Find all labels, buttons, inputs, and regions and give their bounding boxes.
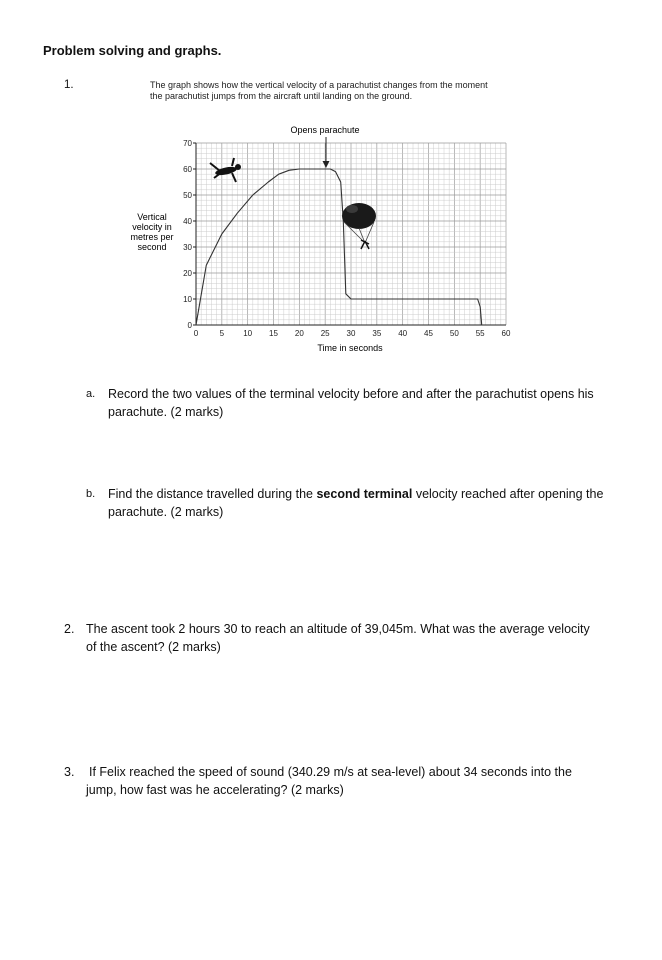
question-1a-line-1: Record the two values of the terminal velocity before and after the parachutist opens his xyxy=(108,387,594,401)
x-tick-label: 10 xyxy=(243,329,253,338)
intro-line-1: The graph shows how the vertical velocity of a parachutist changes from the moment xyxy=(150,80,488,90)
question-3-text xyxy=(86,763,646,799)
y-tick-label: 40 xyxy=(183,217,192,226)
intro-line-2: the parachutist jumps from the aircraft until landing on the ground. xyxy=(150,91,413,101)
skydiver-icon xyxy=(210,158,241,182)
y-tick-label: 30 xyxy=(183,243,192,252)
question-1a-text xyxy=(108,385,648,421)
question-1-number: 1. xyxy=(64,79,74,91)
question-1b-post: velocity reached after opening the xyxy=(412,487,604,501)
question-2-line-1: The ascent took 2 hours 30 to reach an altitude of 39,045m. What was the average velocity xyxy=(86,622,590,636)
y-tick-label: 60 xyxy=(183,165,192,174)
y-axis-label-line-2: velocity in xyxy=(132,222,172,232)
question-1a-letter: a. xyxy=(86,388,96,400)
y-tick-label: 70 xyxy=(183,139,192,148)
question-2-text xyxy=(86,620,646,656)
question-1a-line-2: parachute. (2 marks) xyxy=(108,405,224,419)
x-tick-label: 0 xyxy=(193,329,199,338)
x-tick-label: 45 xyxy=(424,329,433,338)
y-axis-label-line-1: Vertical xyxy=(137,212,167,222)
x-tick-label: 20 xyxy=(294,329,304,338)
annotation-arrow-head xyxy=(323,161,330,168)
x-tick-label: 15 xyxy=(269,329,278,338)
question-1b-line-2: parachute. (2 marks) xyxy=(108,505,224,519)
question-1b-letter: b. xyxy=(86,488,96,500)
annotation-opens-parachute: Opens parachute xyxy=(290,125,360,135)
y-tick-label: 0 xyxy=(187,321,192,330)
x-tick-label: 60 xyxy=(501,329,511,338)
y-axis-label-line-4: second xyxy=(137,242,167,252)
question-3-number: 3. xyxy=(64,765,75,779)
x-tick-label: 35 xyxy=(372,329,382,338)
chart-grid xyxy=(196,143,506,325)
x-axis-label: Time in seconds xyxy=(317,343,383,353)
question-3-line-2: jump, how fast was he accelerating? (2 marks) xyxy=(86,783,344,797)
y-axis-label-line-3: metres per xyxy=(130,232,174,242)
question-1b-line-1 xyxy=(108,485,648,503)
question-2-number: 2. xyxy=(64,622,75,636)
question-3-line-1: If Felix reached the speed of sound (340.29 m/s at sea-level) about 34 seconds into the xyxy=(89,765,572,779)
x-tick-label: 25 xyxy=(320,329,330,338)
question-1b-text xyxy=(108,485,648,521)
x-tick-label: 55 xyxy=(475,329,485,338)
x-tick-label: 5 xyxy=(219,329,225,338)
x-tick-label: 40 xyxy=(398,329,408,338)
y-tick-label: 50 xyxy=(183,191,192,200)
x-tick-label: 30 xyxy=(346,329,356,338)
question-1b-bold: second terminal xyxy=(316,487,413,501)
question-1b-pre: Find the distance travelled during the xyxy=(108,487,317,501)
question-2-line-2: of the ascent? (2 marks) xyxy=(86,640,221,654)
x-tick-label: 50 xyxy=(449,329,459,338)
y-tick-label: 20 xyxy=(183,269,192,278)
velocity-chart xyxy=(0,0,662,370)
page-title: Problem solving and graphs. xyxy=(43,43,222,58)
y-tick-label: 10 xyxy=(183,295,192,304)
